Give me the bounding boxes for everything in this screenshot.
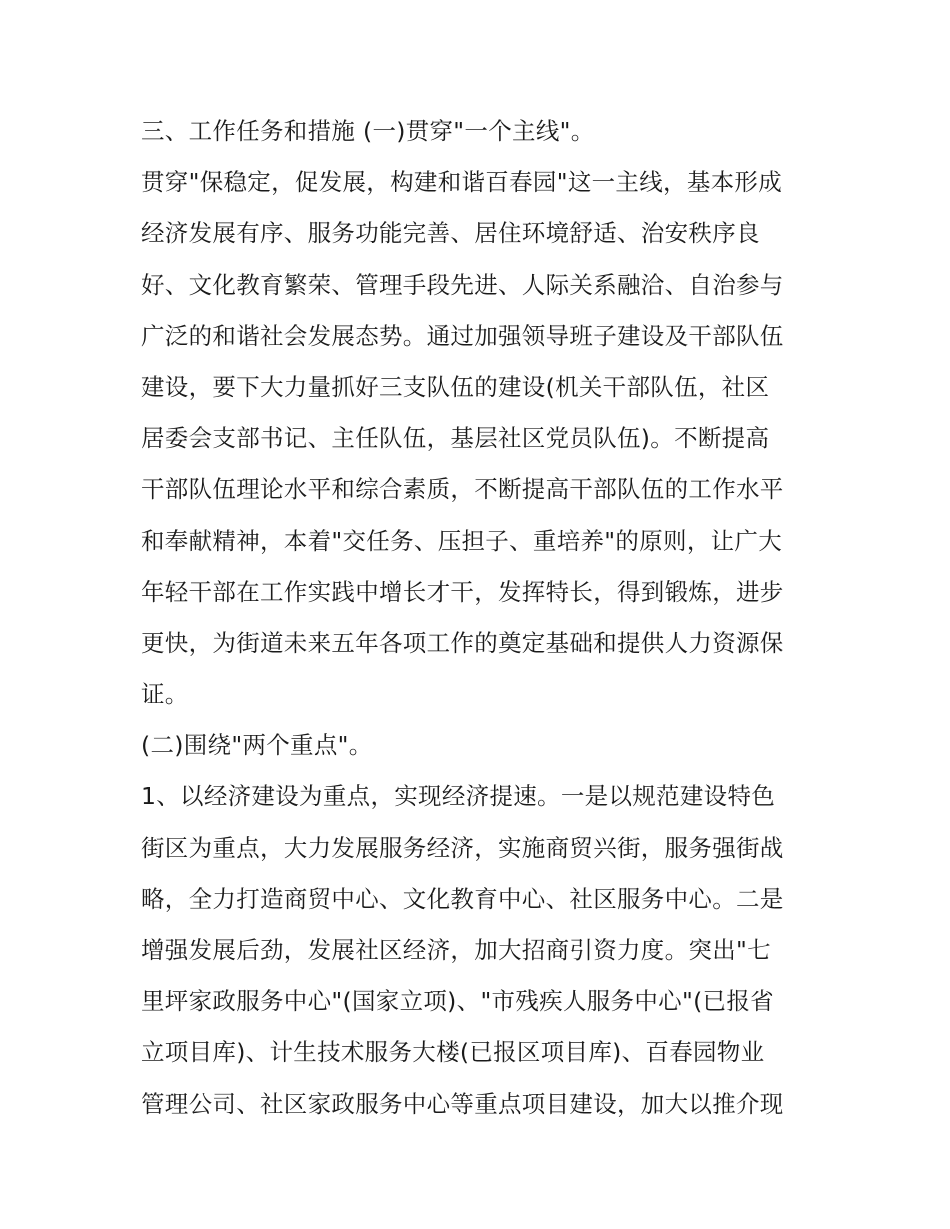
paragraph-line: 和奉献精神，本着"交任务、压担子、重培养"的原则，让广大 xyxy=(141,526,783,555)
paragraph-line: 略，全力打造商贸中心、文化教育中心、社区服务中心。二是 xyxy=(141,884,784,913)
paragraph-line: 街区为重点，大力发展服务经济，实施商贸兴街，服务强街战 xyxy=(141,833,784,862)
paragraph-line: 1、以经济建设为重点，实现经济提速。一是以规范建设特色 xyxy=(141,782,776,811)
paragraph-line: 广泛的和谐社会发展态势。通过加强领导班子建设及干部队伍 xyxy=(141,321,784,350)
paragraph-line: 增强发展后劲，发展社区经济，加大招商引资力度。突出"七 xyxy=(141,936,771,964)
paragraph-line: 好、文化教育繁荣、管理手段先进、人际关系融洽、自治参与 xyxy=(141,270,784,299)
section-heading-line: 三、工作任务和措施 (一)贯穿"一个主线"。 xyxy=(141,117,595,145)
paragraph-line: 经济发展有序、服务功能完善、居住环境舒适、治安秩序良 xyxy=(141,219,760,248)
paragraph-line: 贯穿"保稳定，促发展，构建和谐百春园"这一主线，基本形成 xyxy=(141,168,783,197)
paragraph-line: 更快，为街道未来五年各项工作的奠定基础和提供人力资源保 xyxy=(141,628,784,657)
paragraph-line: 干部队伍理论水平和综合素质，不断提高干部队伍的工作水平 xyxy=(141,475,784,504)
paragraph-line: 证。 xyxy=(141,680,189,709)
paragraph-line: 里坪家政服务中心"(国家立项)、"市残疾人服务中心"(已报省 xyxy=(141,987,774,1016)
subsection-heading-line: (二)围绕"两个重点"。 xyxy=(141,731,373,760)
paragraph-line: 建设，要下大力量抓好三支队伍的建设(机关干部队伍，社区 xyxy=(141,372,770,401)
body-text xyxy=(141,106,821,1130)
paragraph-line: 立项目库)、计生技术服务大楼(已报区项目库)、百春园物业 xyxy=(141,1038,765,1067)
paragraph-line: 居委会支部书记、主任队伍，基层社区党员队伍)。不断提高 xyxy=(141,424,770,453)
paragraph-line: 年轻干部在工作实践中增长才干，发挥特长，得到锻炼，进步 xyxy=(141,577,784,606)
paragraph-line: 管理公司、社区家政服务中心等重点项目建设，加大以推介现 xyxy=(141,1089,784,1118)
